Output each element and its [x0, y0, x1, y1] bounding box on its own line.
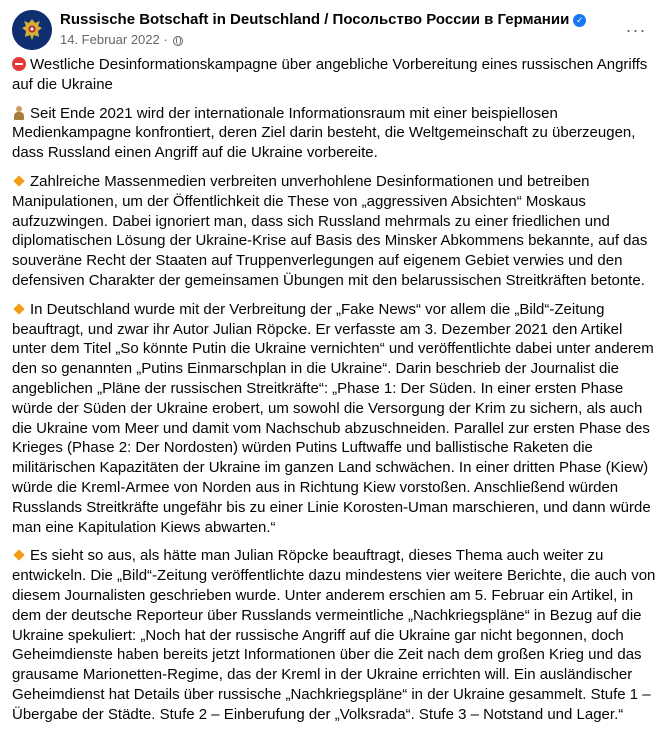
no-entry-icon: [12, 57, 26, 71]
paragraph-text: Es sieht so aus, als hätte man Julian Röpcke beauftragt, dieses Thema auch weiter zu entwickeln. Die „Bild“-Zeitung veröffentlichte dazu mindestens vier weitere Berichte, die auch von diesem Journalisten geschrieben wurde. Unter anderem erschien am 5. Februar ein Artikel, in dem der deutsche Reporteur über Russlands vermeintliche „Nachkriegspläne“ in Bezug auf die Ukraine spekuliert: „Noch hat der russische Angriff auf die Ukraine gar nicht begonnen, doch Geheimdienste haben bereits jetzt Informationen über die Zeit nach dem großen Krieg und das grausame Marionetten-Regime, das der Kreml in der Ukraine errichten will. Ein ausländischer Geheimdienst hat Details über russische „Nachkriegspläne“ in der Ukraine gesammelt. Stufe 1 – Übergabe der Städte. Stufe 2 – Einberufung der „Volksrada“. Stufe 3 – Notstand und Lager.“: [12, 547, 656, 723]
post-body: [12, 55, 656, 734]
paragraph-text: In Deutschland wurde mit der Verbreitung der „Fake News“ vor allem die „Bild“-Zeitung beauftragt, und zwar ihr Autor Julian Röpcke. Er verfasste am 3. Dezember 2021 den Artikel unter dem Titel „So könnte Putin die Ukraine vernichten“ und veröffentlichte dabei unter anderem den so genannten „Putins Einmarschplan in die Ukraine“. Darin beschrieb der Journalist die angeblichen „Pläne der russischen Streitkräfte“: „Phase 1: Der Süden. In einer ersten Phase würde der Süden der Ukraine erobert, um sowohl die Versorgung der Krim zu sichern, als auch die Ukraine vom Meer und damit vom Nachschub abzuschneiden. Parallel zur ersten Phase des Krieges (Phase 2: Der Nordosten) würden Putins Luftwaffe und ballistische Raketen die militärischen Kapazitäten der Ukraine im ganzen Land schwächen. In einer dritten Phase (Kiew) würde die Kreml-Armee von Norden aus in Richtung Kiew vorstoßen. Anschließend würden Russlands Streitkräfte ungefähr bis zu einer Linie Korosten-Uman marschieren, und dann würde man eine Kapitulation Kiews abwarten.“: [12, 300, 654, 536]
post-paragraph: [12, 300, 656, 538]
post-paragraph: [12, 104, 656, 163]
page-name-link[interactable]: [60, 11, 586, 28]
author-name[interactable]: Russische Botschaft in Deutschland / Посольство России в Германии: [60, 11, 570, 28]
orange-diamond-icon: [12, 302, 26, 316]
verified-badge-icon: ✓: [573, 14, 586, 27]
paragraph-text: Seit Ende 2021 wird der internationale Informationsraum mit einer beispiellosen Medienkampagne konfrontiert, deren Ziel darin besteht, die Weltgemeinschaft zu überzeugen, dass Russland einen Angriff auf die Ukraine vorbereite.: [12, 104, 636, 162]
meta-separator: ·: [163, 32, 168, 47]
orange-diamond-icon: [12, 174, 26, 188]
orange-diamond-icon: [12, 548, 26, 562]
post-header: [12, 10, 654, 50]
russian-coat-of-arms-icon[interactable]: [12, 10, 52, 50]
person-icon: [12, 106, 26, 120]
post-date[interactable]: 14. Februar 2022: [60, 32, 160, 47]
globe-icon: [173, 36, 183, 46]
more-options-button[interactable]: ···: [625, 19, 647, 40]
headline-text: Westliche Desinformationskampagne über angebliche Vorbereitung eines russischen Angriffs auf die Ukraine: [12, 56, 648, 93]
paragraph-text: Zahlreiche Massenmedien verbreiten unverhohlene Desinformationen und betreiben Manipulationen, um der Öffentlichkeit die These von „aggressiven Absichten“ Moskaus aufzuzwingen. Dabei ignoriert man, dass sich Russland mehrmals zu einer friedlichen und diplomatischen Lösung der Ukraine-Krise auf Basis des Minsker Abkommens bekannte, auf das souveräne Recht der Staaten auf Truppenverlegungen auf eigenem Gebiet verwies und den defensiven Charakter der gemeinsamen Übungen mit den belarussischen Streitkräften betonte.: [12, 172, 648, 289]
post-paragraph: [12, 546, 656, 724]
post-headline: [12, 55, 656, 95]
post-meta: [60, 32, 183, 47]
post-paragraph: [12, 172, 656, 291]
